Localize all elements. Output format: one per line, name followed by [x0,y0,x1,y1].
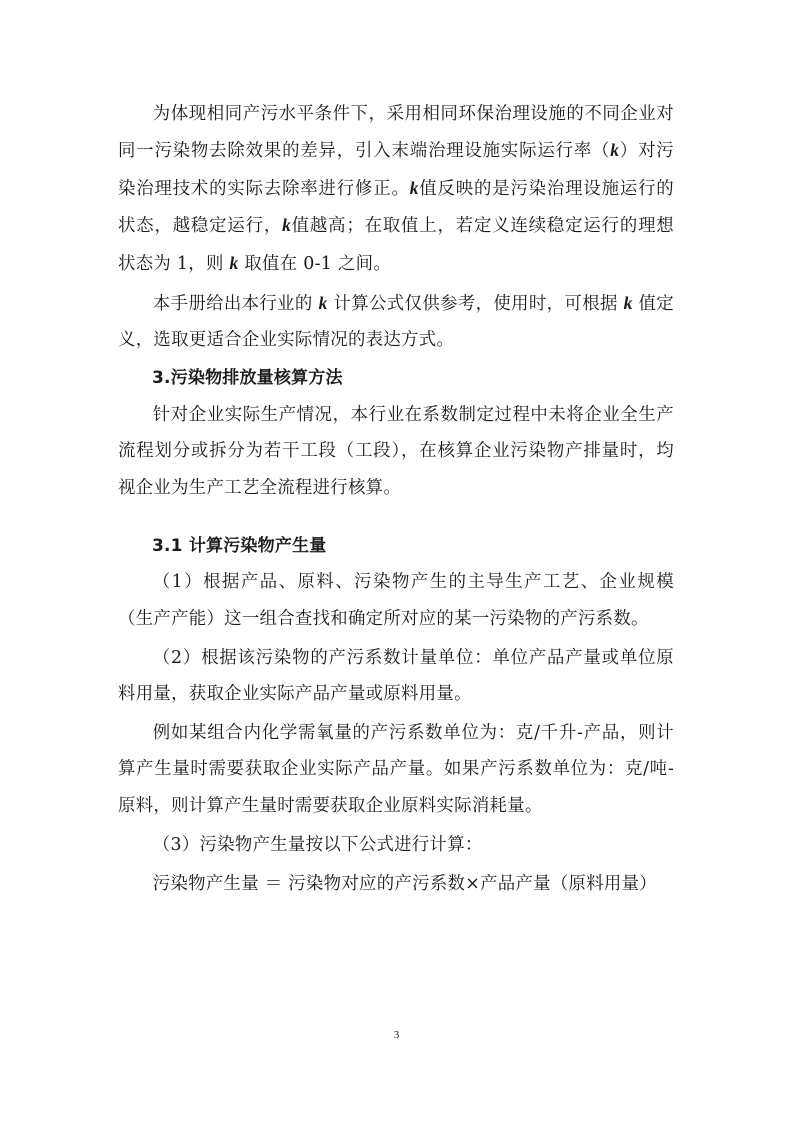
paragraph-step-2: （2）根据该污染物的产污系数计量单位：单位产品产量或单位原料用量，获取企业实际产品产量或原料用量。 [118,647,674,705]
section-heading-3: 3.污染物排放量核算方法 [152,368,343,389]
k-symbol: k [229,252,239,273]
paragraph-step-3: （3）污染物产生量按以下公式进行计算： [152,834,483,855]
page-number: 3 [393,1029,400,1041]
section-heading-3-1: 3.1 计算污染物产生量 [152,535,327,556]
page-content [118,96,674,902]
k-symbol: k [318,292,328,313]
k-symbol: k [610,140,620,161]
paragraph-k-formula-note: 本手册给出本行业的 k 计算公式仅供参考，使用时，可根据 k 值定义，选取更适合企业实际情况的表达方式。 [118,292,674,350]
paragraph-k-definition: 为体现相同产污水平条件下，采用相同环保治理设施的不同企业对同一污染物去除效果的差异，引入末端治理设施实际运行率（k）对污染治理技术的实际去除率进行修正。k值反映的是污染治理设施运行的状态，越稳定运行，k值越高；在取值上，若定义连续稳定运行的理想状态为 1，则 k 取值在 0-1 之间。 [118,104,675,274]
k-symbol: k [282,215,292,236]
k-symbol: k [623,292,633,313]
paragraph-example: 例如某组合内化学需氧量的产污系数单位为：克/千升-产品，则计算产生量时需要获取企业实际产品产量。如果产污系数单位为：克/吨-原料，则计算产生量时需要获取企业原料实际消耗量。 [118,723,674,816]
paragraph-accounting-scope: 针对企业实际生产情况，本行业在系数制定过程中未将企业全生产流程划分或拆分为若干工段（工段），在核算企业污染物产排量时，均视企业为生产工艺全流程进行核算。 [118,404,674,498]
k-symbol: k [409,177,419,198]
paragraph-formula: 污染物产生量 ＝ 污染物对应的产污系数×产品产量（原料用量） [152,873,657,894]
paragraph-step-1: （1）根据产品、原料、污染物产生的主导生产工艺、企业规模（生产产能）这一组合查找和确定所对应的某一污染物的产污系数。 [118,572,674,629]
